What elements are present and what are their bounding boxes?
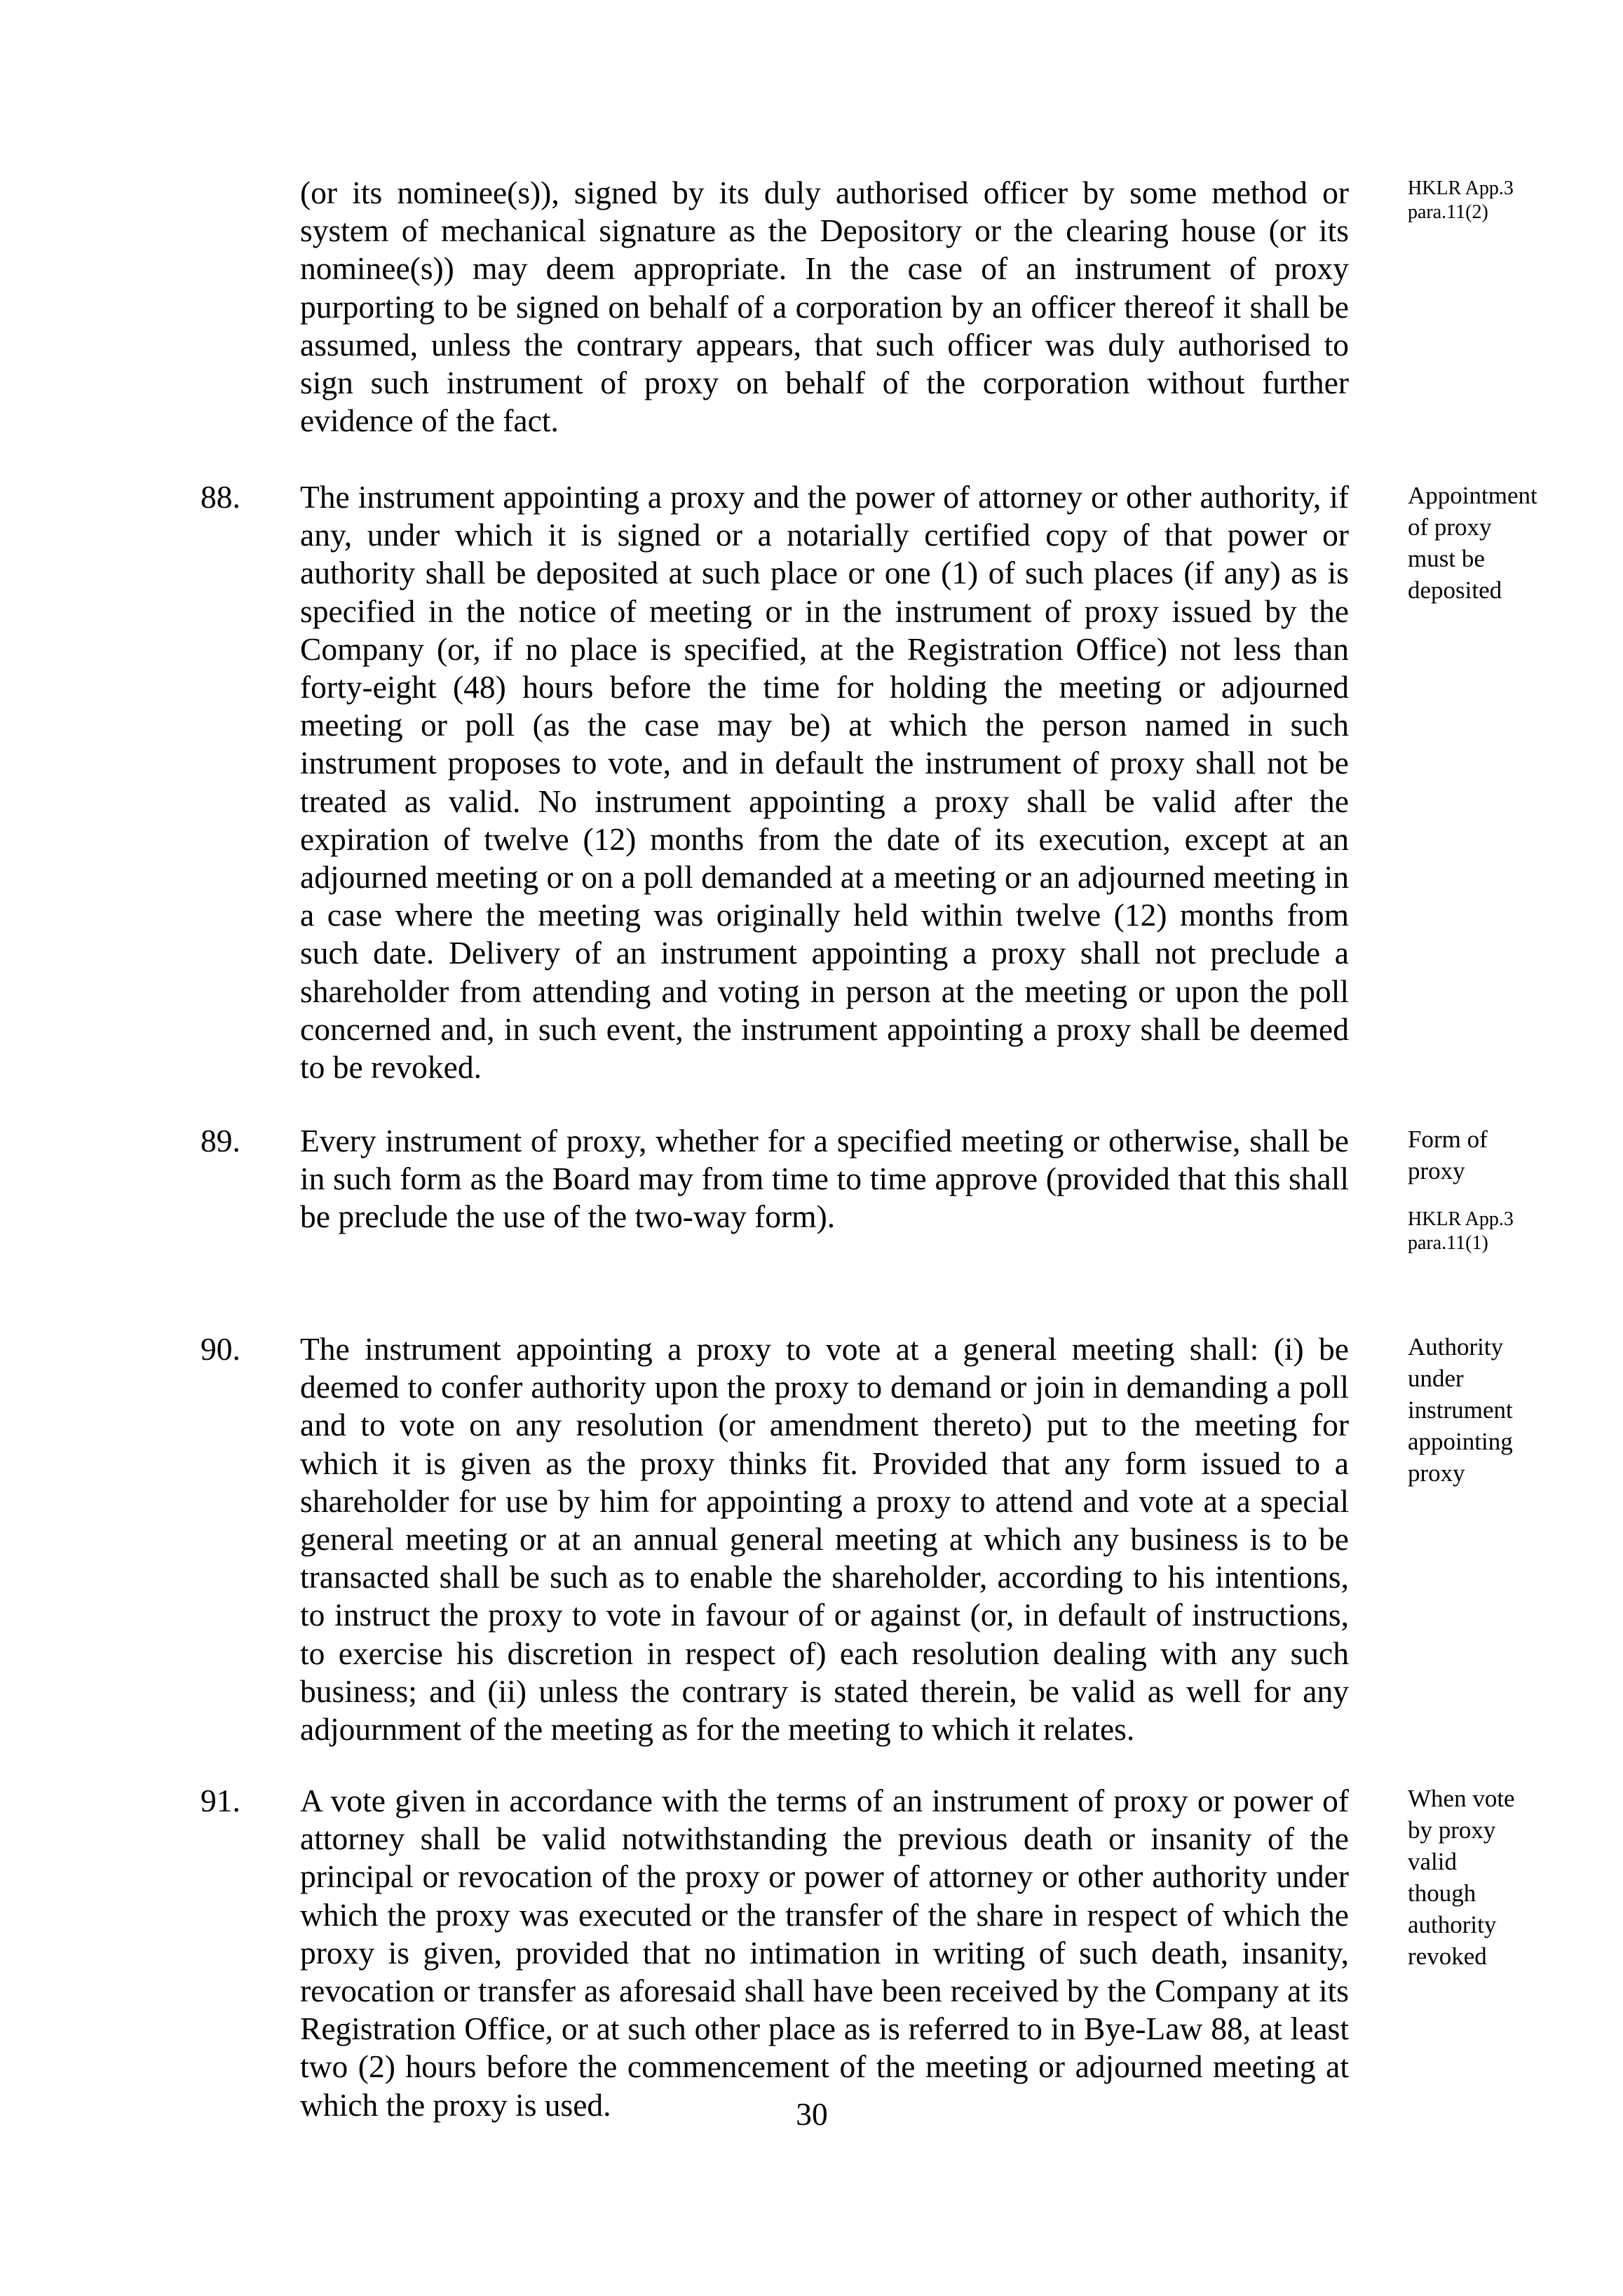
clause-text-88: The instrument appointing a proxy and the power of attorney or other authority, if any, under which it is signed or a notarially certified copy of that power or authority shall be deposited at such place or one (1) of such places (if any) as is specified in the notice of meeting or in the instrument of proxy issued by the Company (or, if no place is specified, at the Registration Office) not less than forty-eight (48) hours before the time for holding the meeting or adjourned meeting or poll (as the case may be) at which the person named in such instrument proposes to vote, and in default the instrument of proxy shall not be treated as valid. No instrument appointing a proxy shall be valid after the expiration of twelve (12) months from the date of its execution, except at an adjourned meeting or on a poll demanded at a meeting or an adjourned meeting in a case where the meeting was originally held within twelve (12) months from such date. Delivery of an instrument appointing a proxy shall not preclude a shareholder from attending and voting in person at the meeting or upon the poll concerned and, in such event, the instrument appointing a proxy shall be deemed to be revoked. <box>300 479 1349 1086</box>
side-note-89: Form of proxy <box>1408 1126 1488 1184</box>
side-note-88: Appointment of proxy must be deposited <box>1408 482 1537 604</box>
side-note-continuation: HKLR App.3 para.11(2) <box>1408 177 1514 223</box>
continuation-paragraph: (or its nominee(s)), signed by its duly authorised officer by some method or system of mechanical signature as the Depository or the clearing house (or its nominee(s)) may deem appropriate. In the case of an instrument of proxy purporting to be signed on behalf of a corporation by an officer thereof it shall be assumed, unless the contrary appears, that such officer was duly authorised to sign such instrument of proxy on behalf of the corporation without further evidence of the fact. <box>300 175 1349 439</box>
clause-number-88: 88. <box>201 479 240 515</box>
page-number: 30 <box>796 2096 828 2132</box>
side-note-90: Authority under instrument appointing proxy <box>1408 1333 1513 1487</box>
clause-text-89: Every instrument of proxy, whether for a specified meeting or otherwise, shall be in such form as the Board may from time to time approve (provided that this shall be preclude the use of the two-way form). <box>300 1123 1349 1235</box>
side-note-89-hklr: HKLR App.3 para.11(1) <box>1408 1208 1514 1254</box>
clause-number-89: 89. <box>201 1123 240 1159</box>
clause-text-91: A vote given in accordance with the terms of an instrument of proxy or power of attorney shall be valid notwithstanding the previous death or insanity of the principal or revocation of the proxy or power of attorney or other authority under which the proxy was executed or the transfer of the share in respect of which the proxy is given, provided that no intimation in writing of such death, insanity, revocation or transfer as aforesaid shall have been received by the Company at its Registration Office, or at such other place as is referred to in Bye-Law 88, at least two (2) hours before the commencement of the meeting or adjourned meeting at which the proxy is used. <box>300 1783 1349 2123</box>
clause-number-90: 90. <box>201 1331 240 1367</box>
side-note-91: When vote by proxy valid though authority revoked <box>1408 1785 1515 1970</box>
clause-number-91: 91. <box>201 1783 240 1818</box>
clause-text-90: The instrument appointing a proxy to vote at a general meeting shall: (i) be deemed to confer authority upon the proxy to demand or join in demanding a poll and to vote on any resolution (or amendment thereto) put to the meeting for which it is given as the proxy thinks fit. Provided that any form issued to a shareholder for use by him for appointing a proxy to attend and vote at a special general meeting or at an annual general meeting at which any business is to be transacted shall be such as to enable the shareholder, according to his intentions, to instruct the proxy to vote in favour of or against (or, in default of instructions, to exercise his discretion in respect of) each resolution dealing with any such business; and (ii) unless the contrary is stated therein, be valid as well for any adjournment of the meeting as for the meeting to which it relates. <box>300 1331 1349 1748</box>
